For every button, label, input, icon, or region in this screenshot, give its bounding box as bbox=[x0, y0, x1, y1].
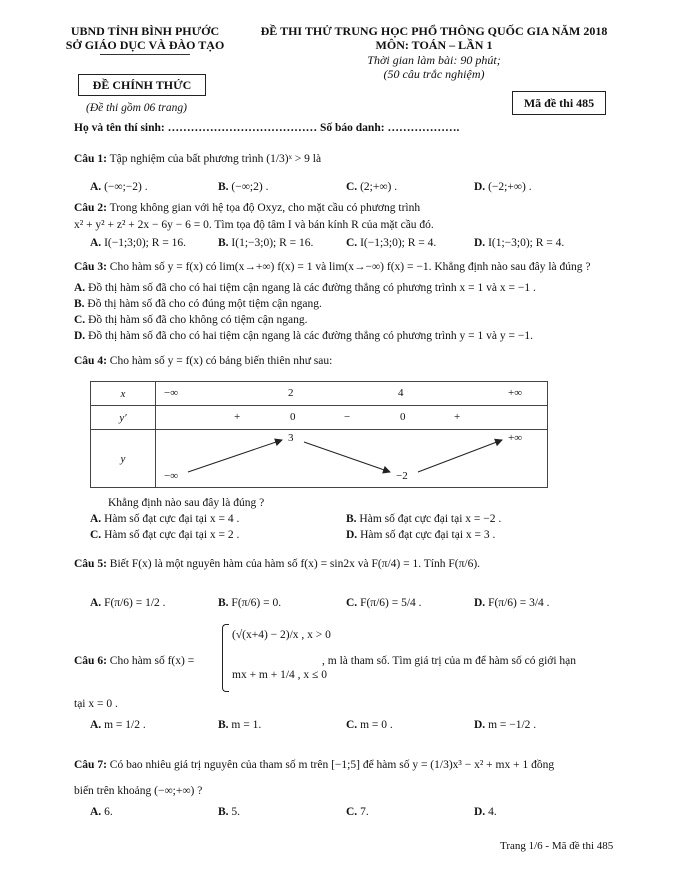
q6-label: Câu 6: bbox=[74, 655, 107, 667]
q7-stem-line2: biến trên khoảng (−∞;+∞) ? bbox=[74, 785, 203, 797]
q4-option-c[interactable]: C. Hàm số đạt cực đại tại x = 2 . bbox=[90, 529, 240, 541]
vt-y-val-1: 3 bbox=[288, 432, 294, 444]
vt-arrows bbox=[156, 430, 548, 488]
q2-option-d[interactable]: D. I(1;−3;0); R = 4. bbox=[474, 237, 565, 249]
vt-sign-0: + bbox=[234, 411, 241, 423]
q4-label: Câu 4: bbox=[74, 355, 107, 367]
q4-text: Cho hàm số y = f(x) có bảng biến thiên như sau: bbox=[109, 355, 333, 367]
q2-option-b[interactable]: B. I(1;−3;0); R = 16. bbox=[218, 237, 314, 249]
vt-x-val-3: +∞ bbox=[508, 387, 523, 399]
q7-label: Câu 7: bbox=[74, 759, 107, 771]
q7-option-c[interactable]: C. 7. bbox=[346, 806, 369, 818]
q4-option-a[interactable]: A. Hàm số đạt cực đại tại x = 4 . bbox=[90, 513, 240, 525]
exam-title: ĐỀ THI THỬ TRUNG HỌC PHỔ THÔNG QUỐC GIA NĂM 2018 bbox=[260, 24, 608, 38]
sgd-label: SỞ GIÁO DỤC VÀ ĐÀO TẠO bbox=[65, 38, 225, 52]
vt-arrow-up-2 bbox=[418, 440, 502, 472]
q3-stem bbox=[74, 260, 632, 274]
q2-option-c[interactable]: C. I(−1;3;0); R = 4. bbox=[346, 237, 437, 249]
q5-label: Câu 5: bbox=[74, 558, 107, 570]
q6-stem-line2: tại x = 0 . bbox=[74, 698, 118, 710]
name-label: Họ và tên thí sinh: bbox=[74, 122, 165, 134]
pages-note: (Đề thi gồm 06 trang) bbox=[86, 102, 187, 114]
sgd-underline bbox=[100, 54, 190, 55]
q7-option-d[interactable]: D. 4. bbox=[474, 806, 497, 818]
q2-label: Câu 2: bbox=[74, 202, 107, 214]
vt-x-val-1: 2 bbox=[288, 387, 294, 399]
vt-yp-label: y′ bbox=[91, 406, 156, 430]
question-count: (50 câu trắc nghiệm) bbox=[383, 67, 485, 81]
q3-option-a[interactable]: A. Đồ thị hàm số đã cho có hai tiệm cận ngang là các đường thẳng có phương trình x = 1 và x = −1 . bbox=[74, 282, 536, 294]
sbd-label: Số báo danh: bbox=[320, 122, 385, 134]
q3-text: Cho hàm số y = f(x) có lim(x→+∞) f(x) = 1 và lim(x→−∞) f(x) = −1. Khẳng định nào sau đây là đúng ? bbox=[109, 261, 591, 273]
time-limit: Thời gian làm bài: 90 phút; bbox=[367, 53, 501, 67]
q4-stem bbox=[74, 354, 632, 368]
vt-x-val-0: −∞ bbox=[164, 387, 179, 399]
q4-option-b[interactable]: B. Hàm số đạt cực đại tại x = −2 . bbox=[346, 513, 502, 525]
q6-case-2: mx + m + 1/4 , x ≤ 0 bbox=[232, 669, 327, 681]
subject-title: MÔN: TOÁN – LẦN 1 bbox=[375, 38, 493, 52]
q7-option-a[interactable]: A. 6. bbox=[90, 806, 113, 818]
q6-brace bbox=[222, 624, 229, 692]
name-dots: ………………………………… bbox=[167, 122, 318, 134]
q6-text-pre: Cho hàm số f(x) = bbox=[109, 655, 195, 667]
vt-x-val-2: 4 bbox=[398, 387, 404, 399]
q1-option-a[interactable]: A. (−∞;−2) . bbox=[90, 181, 148, 193]
q6-option-b[interactable]: B. m = 1. bbox=[218, 719, 262, 731]
q5-option-b[interactable]: B. F(π/6) = 0. bbox=[218, 597, 282, 609]
variation-table bbox=[90, 381, 548, 488]
q4-prompt: Khẳng định nào sau đây là đúng ? bbox=[108, 497, 265, 509]
vt-y-val-2: −2 bbox=[396, 470, 408, 482]
q7-text: Có bao nhiêu giá trị nguyên của tham số m trên [−1;5] để hàm số y = (1/3)x³ − x² + mx + 1 đồng bbox=[109, 759, 555, 771]
q3-option-b[interactable]: B. Đồ thị hàm số đã cho có đúng một tiệm cận ngang. bbox=[74, 298, 322, 310]
q1-label: Câu 1: bbox=[74, 153, 107, 165]
vt-arrow-up-1 bbox=[188, 440, 282, 472]
q6-text-post: , m là tham số. Tìm giá trị của m để hàm số có giới hạn bbox=[322, 655, 577, 667]
vt-y-val-0: −∞ bbox=[164, 470, 179, 482]
q1-option-b[interactable]: B. (−∞;2) . bbox=[218, 181, 269, 193]
q5-option-d[interactable]: D. F(π/6) = 3/4 . bbox=[474, 597, 550, 609]
vt-sign-1: 0 bbox=[290, 411, 296, 423]
q3-label: Câu 3: bbox=[74, 261, 107, 273]
q6-stem bbox=[74, 654, 194, 668]
vt-sign-4: + bbox=[454, 411, 461, 423]
q1-stem bbox=[74, 152, 632, 166]
q2-stem-line2: x² + y² + z² + 2x − 6y − 6 = 0. Tìm tọa độ tâm I và bán kính R của mặt cầu đó. bbox=[74, 219, 434, 231]
q6-option-a[interactable]: A. m = 1/2 . bbox=[90, 719, 146, 731]
exam-code-box: Mã đề thi 485 bbox=[512, 91, 606, 115]
vt-x-row bbox=[156, 382, 548, 406]
official-box: ĐỀ CHÍNH THỨC bbox=[78, 74, 206, 96]
vt-y-val-3: +∞ bbox=[508, 432, 523, 444]
q5-option-c[interactable]: C. F(π/6) = 5/4 . bbox=[346, 597, 422, 609]
q6-option-d[interactable]: D. m = −1/2 . bbox=[474, 719, 537, 731]
q3-option-c[interactable]: C. Đồ thị hàm số đã cho không có tiệm cận ngang. bbox=[74, 314, 308, 326]
q1-option-c[interactable]: C. (2;+∞) . bbox=[346, 181, 398, 193]
vt-sign-2: − bbox=[344, 411, 351, 423]
q2-stem-line1 bbox=[74, 201, 632, 215]
q7-stem-line1 bbox=[74, 758, 632, 772]
sbd-dots: ………………. bbox=[387, 122, 460, 134]
q5-text: Biết F(x) là một nguyên hàm của hàm số f(x) = sin2x và F(π/4) = 1. Tính F(π/6). bbox=[109, 558, 481, 570]
q6-case-1: (√(x+4) − 2)/x , x > 0 bbox=[232, 629, 331, 641]
vt-y-label: y bbox=[91, 430, 156, 488]
q2-option-a[interactable]: A. I(−1;3;0); R = 16. bbox=[90, 237, 187, 249]
page-footer: Trang 1/6 - Mã đề thi 485 bbox=[500, 840, 614, 852]
vt-x-label: x bbox=[91, 382, 156, 406]
q2-text: Trong không gian với hệ tọa độ Oxyz, cho mặt cầu có phương trình bbox=[109, 202, 421, 214]
ubnd-label: UBND TỈNH BÌNH PHƯỚC bbox=[70, 24, 220, 38]
vt-y-row bbox=[156, 430, 548, 488]
vt-yp-row bbox=[156, 406, 548, 430]
q5-option-a[interactable]: A. F(π/6) = 1/2 . bbox=[90, 597, 166, 609]
q7-option-b[interactable]: B. 5. bbox=[218, 806, 241, 818]
q4-option-d[interactable]: D. Hàm số đạt cực đại tại x = 3 . bbox=[346, 529, 496, 541]
q3-option-d[interactable]: D. Đồ thị hàm số đã cho có hai tiệm cận ngang là các đường thẳng có phương trình y = 1 và y = −1. bbox=[74, 330, 533, 342]
candidate-line bbox=[74, 121, 632, 135]
vt-sign-3: 0 bbox=[400, 411, 406, 423]
q1-option-d[interactable]: D. (−2;+∞) . bbox=[474, 181, 532, 193]
q5-stem bbox=[74, 557, 632, 571]
vt-arrow-down bbox=[304, 442, 390, 472]
q1-text: Tập nghiệm của bất phương trình (1/3)ˣ > 9 là bbox=[109, 153, 322, 165]
q6-option-c[interactable]: C. m = 0 . bbox=[346, 719, 393, 731]
